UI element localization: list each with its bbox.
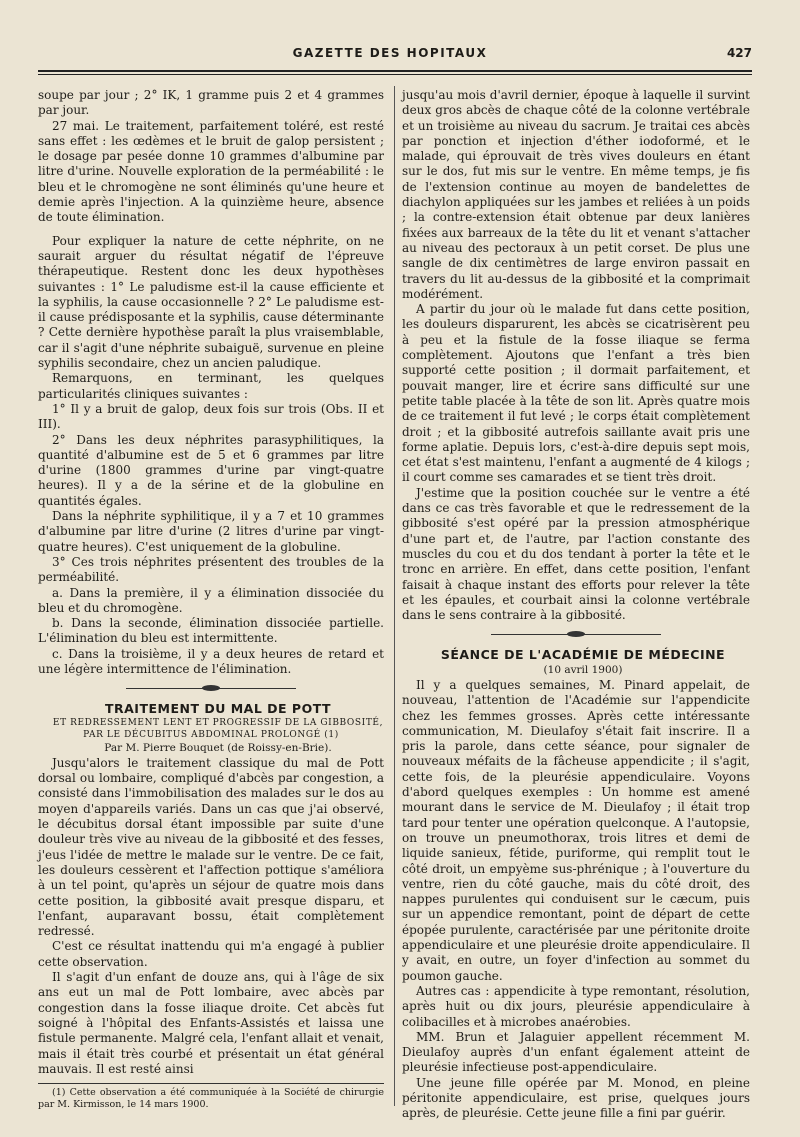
paragraph: Jusqu'alors le traitement classique du mal de Pott dorsal ou lombaire, compliqué d'abcès par congestion, a consisté dans l'immobilisation des malades sur le dos au moyen d'appareils variés. Dans un cas que j'ai observé, le décubitus dorsal étant impossible par suite d'une douleur très vive au niveau de la gibbosité et des fesses, j'eus l'idée de mettre le malade sur le ventre. De ce fait, les douleurs cessèrent et l'affection pottique s'améliora à un tel point, qu'après un séjour de quatre mois dans cette position, la gibbosité avait presque disparu, et l'enfant, auparavant bossu, était complètement redressé. [38,755,384,939]
paragraph: A partir du jour où le malade fut dans cette position, les douleurs disparurent, les abcès se cicatrisèrent peu à peu et la fistule de la fosse iliaque se ferma complètement. Ajoutons que l'enfant a très bien supporté cette position ; il dormait parfaitement, et pouvait manger, lire et écrire sans difficulté sur une petite table placée à la tête de son lit. Après quatre mois de ce traitement il fut levé ; le corps était complètement droit ; et la gibbosité autrefois saillante avait pris une forme aplatie. Depuis lors, c'est-à-dire depuis sept mois, cet état s'est maintenu, l'enfant a augmenté de 4 kilogs ; il court comme ses camarades et se tient très droit. [402,302,750,485]
paragraph: Autres cas : appendicite à type remontant, résolution, après huit ou dix jours, pleurésie appendiculaire à colibacilles et à microbes anaérobies. [402,983,750,1029]
section-date: (10 avril 1900) [543,663,623,676]
paragraph: MM. Brun et Jalaguier appellent récemment M. Dieulafoy auprès d'un enfant également atteint de pleurésie infectieuse post-appendiculaire. [402,1029,750,1075]
section-separator [126,683,296,693]
footnote-rule [38,1083,384,1084]
left-column [38,88,384,1111]
paragraph: 27 mai. Le traitement, parfaitement toléré, est resté sans effet : les œdèmes et le bruit de galop persistent ; le dosage par pesée donne 10 grammes d'albumine par litre d'urine. Nouvelle exploration de la perméabilité : le bleu et le chromogène ne sont éliminés qu'une heure et demie après l'injection. A la quinzième heure, absence de toute élimination. [38,118,384,225]
paragraph: C'est ce résultat inattendu qui m'a engagé à publier cette observation. [38,939,384,969]
paragraph: a. Dans la première, il y a élimination dissociée du bleu et du chromogène. [38,585,384,615]
paragraph: Il y a quelques semaines, M. Pinard appelait, de nouveau, l'attention de l'Académie sur l'appendicite chez les femmes grosses. Après cette intéressante communication, M. Dieulafoy s'était fait inscrire. Il a pris la parole, dans cette séance, pour signaler de nouveaux méfaits de la fâcheuse appendicite ; il s'agit, cette fois, de la pleurésie appendiculaire. Voyons d'abord quelques exemples : Un homme est amené mourant dans le service de M. Dieulafoy ; il était trop tard pour tenter une opération quelconque. A l'autopsie, on trouve un pneumothorax, trois litres et demi de liquide sanieux, fétide, puriforme, qui remplit tout le côté droit, un empyème sus-phrénique ; à l'ouverture du ventre, rien du côté gauche, mais du côté droit, des nappes purulentes qui conduisent sur le cæcum, puis sur un appendice remontant, point de départ de cette épopée purulente, caractérisée par une péritonite droite appendiculaire et une pleurésie droite appendiculaire. Il y avait, en outre, un foyer d'infection au sommet du poumon gauche. [402,677,750,983]
paragraph: Dans la néphrite syphilitique, il y a 7 et 10 grammes d'albumine par litre d'urine (2 litres d'urine par vingt-quatre heures). C'est uniquement de la globuline. [38,509,384,554]
paragraph: Il s'agit d'un enfant de douze ans, qui à l'âge de six ans eut un mal de Pott lombaire, avec abcès par congestion dans la fosse iliaque droite. Cet abcès fut soigné à l'hôpital des Enfants-Assistés et laissa une fistule permanente. Malgré cela, l'enfant allait et venait, mais il était très courbé et présentait un état général mauvais. Il est resté ainsi [38,970,384,1076]
paragraph: 1° Il y a bruit de galop, deux fois sur trois (Obs. II et III). [38,401,384,432]
paragraph: Pour expliquer la nature de cette néphrite, on ne saurait arguer du résultat négatif de l'épreuve thérapeutique. Restent donc les deux hypothèses suivantes : 1° Le paludisme est-il la cause efficiente et la syphilis, la cause occasionnelle ? 2° Le paludisme est-il cause prédisposante et la syphilis, cause déterminante ? Cette dernière hypothèse paraît la plus vraisemblable, car il s'agit d'une néphrite subaiguë, survenue en pleine syphilis secondaire, chez un ancien paludique. [38,233,384,371]
paragraph: c. Dans la troisième, il y a deux heures de retard et une légère intermittence de l'élimination. [38,646,384,676]
column-divider [394,86,395,1106]
section-title: SÉANCE DE L'ACADÉMIE DE MÉDECINE [440,647,726,663]
paragraph: Remarquons, en terminant, les quelques particularités cliniques suivantes : [38,371,384,401]
paragraph: 2° Dans les deux néphrites parasyphilitiques, la quantité d'albumine est de 5 et 6 grammes par litre d'urine (1800 grammes d'urine par vingt-quatre heures). Il y a de la sérine et de la globuline en quantités égales. [38,432,384,508]
section-author: Par M. Pierre Bouquet (de Roissy-en-Brie). [104,741,332,754]
section-title: TRAITEMENT DU MAL DE POTT [104,701,332,717]
paragraph: jusqu'au mois d'avril dernier, époque à laquelle il survint deux gros abcès de chaque côté de la colonne vertébrale et un troisième au niveau du sacrum. Je traitai ces abcès par ponction et injection d'éther iodoformé, et le malade, qui éprouvait de très vives douleurs en étant sur le dos, fut mis sur le ventre. En même temps, je fis de l'extension continue au moyen de bandelettes de diachylon appliquées sur les jambes et reliées à un poids ; la contre-extension était obtenue par deux lanières fixées aux barreaux de la tête du lit et venant s'attacher au niveau des pectoraux à un petit corset. De plus une sangle de dix centimètres de large environ passait en travers du lit au-dessus de la gibbosité et la comprimait modérément. [402,88,750,301]
right-column [402,88,750,1122]
header-rule [38,70,752,75]
page-number: 427 [726,46,752,60]
section-separator [491,629,661,639]
paragraph: 3° Ces trois néphrites présentent des troubles de la perméabilité. [38,554,384,585]
section-subtitle: ET REDRESSEMENT LENT ET PROGRESSIF DE LA GIBBOSITÉ, PAR LE DÉCUBITUS ABDOMINAL PROLONGÉ (1) [52,717,384,740]
paragraph: b. Dans la seconde, élimination dissociée partielle. L'élimination du bleu est intermittente. [38,616,384,646]
paragraph: soupe par jour ; 2° IK, 1 gramme puis 2 et 4 grammes par jour. [38,88,384,118]
footnote: (1) Cette observation a été communiquée à la Société de chirurgie par M. Kirmisson, le 14 mars 1900. [38,1087,384,1111]
paragraph: Une jeune fille opérée par M. Monod, en pleine péritonite appendiculaire, est prise, quelques jours après, de pleurésie. Cette jeune fille a fini par guérir. [402,1075,750,1121]
journal-title: GAZETTE DES HOPITAUX [292,46,488,60]
paragraph: J'estime que la position couchée sur le ventre a été dans ce cas très favorable et que le redressement de la gibbosité s'est opéré par la pression atmosphérique d'une part et, de l'autre, par l'action constante des muscles du cou et du dos tendant à porter la tête et le tronc en arrière. En effet, dans cette position, l'enfant faisait à chaque instant des efforts pour relever la tête et les épaules, et courbait ainsi la colonne vertébrale dans le sens contraire à la gibbosité. [402,485,750,623]
page-header [0,46,800,66]
